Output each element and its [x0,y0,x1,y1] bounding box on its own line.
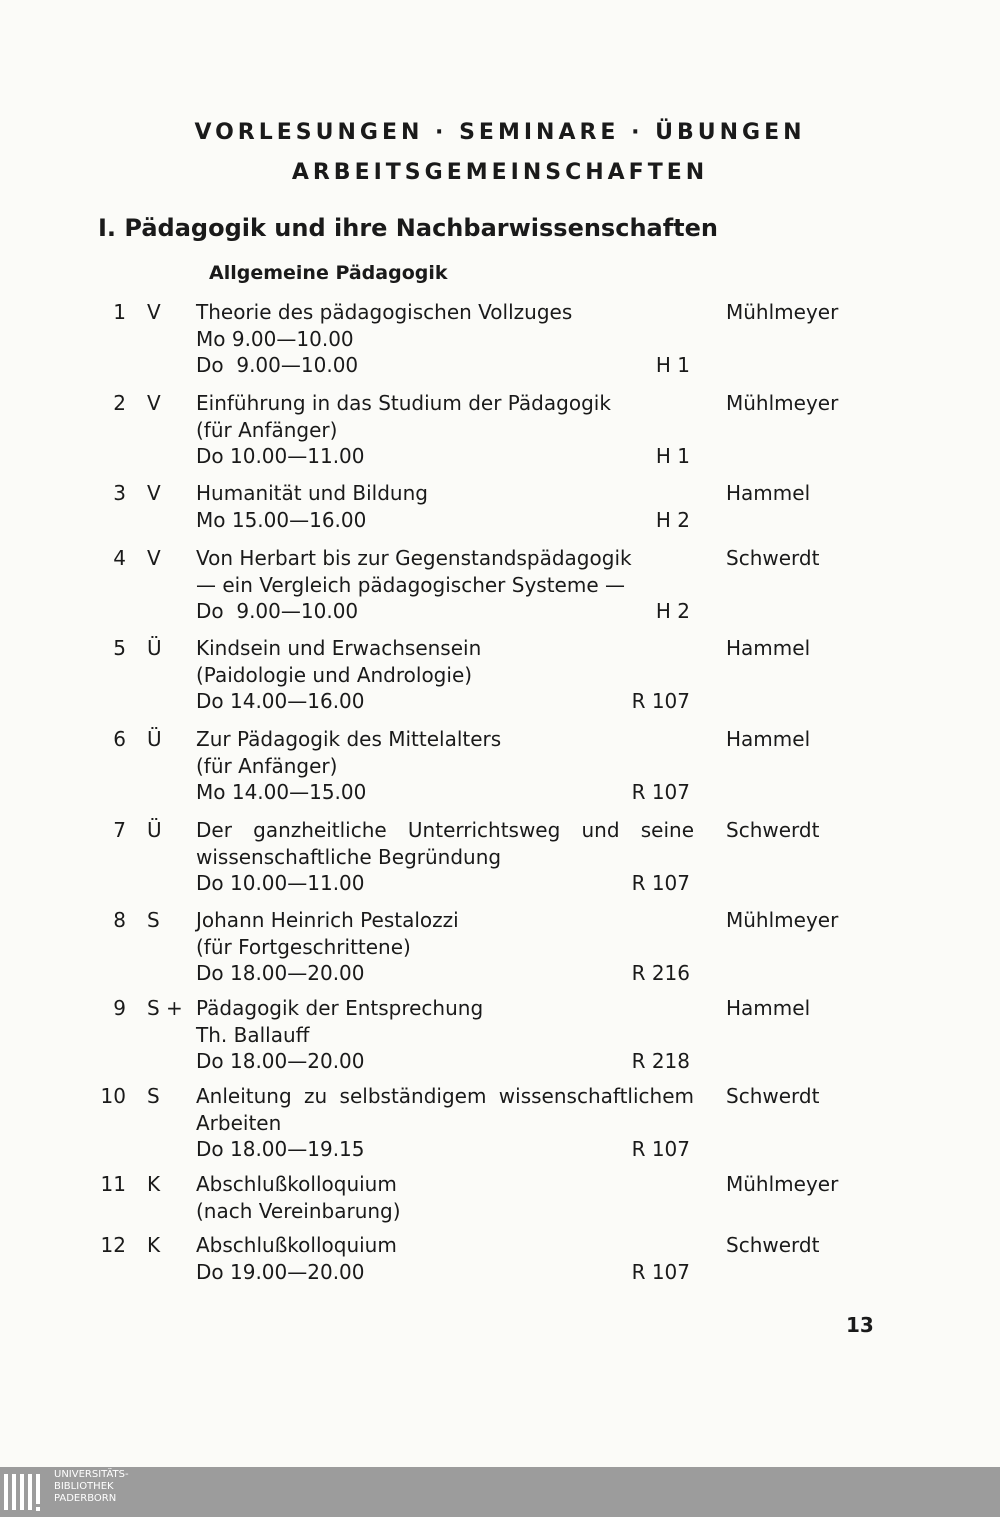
course-schedule-line [196,1136,694,1163]
course-room: H 1 [655,353,690,377]
course-room: R 107 [631,1137,690,1161]
course-room: R 107 [631,871,690,895]
course-lecturer: Schwerdt [726,546,820,570]
course-title-line: Arbeiten [196,1110,282,1135]
logo-line-3: PADERBORN [54,1493,117,1504]
course-time: Do 9.00—10.00 [196,353,359,377]
course-schedule-line [196,443,694,470]
course-schedule-line [196,960,694,987]
course-type: S [147,908,160,932]
course-schedule-line [196,688,694,715]
header-line-1: VORLESUNGEN · SEMINARE · ÜBUNGEN [194,120,806,145]
course-body [196,1232,694,1285]
course-number: 1 [113,300,126,324]
course-lecturer: Mühlmeyer [726,391,839,415]
course-title: Pädagogik der Entsprechung [196,996,484,1020]
logo-line-2: BIBLIOTHEK [54,1481,114,1492]
course-type: K [147,1172,161,1196]
course-type: Ü [147,727,162,751]
course-title-line: (nach Vereinbarung) [196,1198,401,1223]
course-type: V [147,481,161,505]
course-title-line: (für Fortgeschrittene) [196,934,411,959]
course-time: Do 18.00—20.00 [196,961,365,985]
course-title-line: wissenschaftliche Begründung [196,844,502,869]
course-schedule-line [196,507,694,534]
course-lecturer: Schwerdt [726,1084,820,1108]
course-body [196,635,694,715]
course-title-word: zu [304,1084,328,1108]
footer-bar [0,1467,1000,1517]
course-title: Humanität und Bildung [196,481,428,505]
course-number: 4 [113,546,126,570]
course-body [196,1083,694,1163]
course-type: Ü [147,636,162,660]
course-title: Abschlußkolloquium [196,1172,397,1196]
course-schedule-line [196,870,694,897]
course-title-line: Mo 9.00—10.00 [196,326,354,351]
course-title: Zur Pädagogik des Mittelalters [196,727,502,751]
course-time: Do 9.00—10.00 [196,599,359,623]
course-title-word: und [581,818,620,842]
course-time: Do 10.00—11.00 [196,444,365,468]
course-number: 12 [100,1233,126,1257]
course-time: Do 18.00—20.00 [196,1049,365,1073]
course-number: 9 [113,996,126,1020]
course-title-line: (für Anfänger) [196,753,338,778]
course-lecturer: Schwerdt [726,818,820,842]
course-schedule-line [196,598,694,625]
course-number: 7 [113,818,126,842]
course-title-line [196,1083,694,1110]
header-line-2: ARBEITSGEMEINSCHAFTEN [291,160,709,185]
course-schedule-line [196,779,694,806]
course-title-word: selbständigem [339,1084,487,1108]
course-title: Einführung in das Studium der Pädagogik [196,391,611,415]
course-room: R 107 [631,689,690,713]
course-title: Theorie des pädagogischen Vollzuges [196,300,573,324]
course-title-line [196,817,694,844]
course-number: 2 [113,391,126,415]
course-title: Kindsein und Erwachsensein [196,636,482,660]
course-title-word: ganzheitliche [253,818,387,842]
course-number: 6 [113,727,126,751]
course-room: R 107 [631,780,690,804]
course-body [196,545,694,625]
page-number: 13 [846,1313,874,1337]
course-type: V [147,391,161,415]
course-lecturer: Hammel [726,727,811,751]
course-type: K [147,1233,161,1257]
course-body [196,995,694,1075]
course-time: Do 19.00—20.00 [196,1259,365,1284]
course-time: Mo 15.00—16.00 [196,507,367,532]
course-time: Do 14.00—16.00 [196,689,365,713]
course-title: Abschlußkolloquium [196,1233,397,1257]
section-title: I. Pädagogik und ihre Nachbarwissenschaften [98,214,719,242]
course-body [196,390,694,470]
course-title: Von Herbart bis zur Gegenstandspädagogik [196,546,632,570]
course-lecturer: Hammel [726,996,811,1020]
course-lecturer: Hammel [726,481,811,505]
course-time: Do 18.00—19.15 [196,1137,365,1161]
course-number: 5 [113,636,126,660]
course-title-line: (für Anfänger) [196,417,338,442]
course-body [196,480,694,533]
course-lecturer: Schwerdt [726,1233,820,1257]
course-body [196,1171,694,1224]
course-lecturer: Mühlmeyer [726,908,839,932]
course-title-word: seine [640,818,694,842]
course-title-word: Unterrichtsweg [407,818,561,842]
course-type: V [147,546,161,570]
course-type: V [147,300,161,324]
course-lecturer: Hammel [726,636,811,660]
logo-line-1: UNIVERSITÄTS- [54,1469,129,1480]
course-room: R 218 [631,1049,690,1073]
course-type: S + [147,996,183,1020]
course-time: Do 10.00—11.00 [196,871,365,895]
course-lecturer: Mühlmeyer [726,300,839,324]
course-title-line: — ein Vergleich pädagogischer Systeme — [196,572,626,597]
course-room: H 2 [655,599,690,623]
course-number: 3 [113,481,126,505]
course-lecturer: Mühlmeyer [726,1172,839,1196]
course-body [196,907,694,987]
course-title: Johann Heinrich Pestalozzi [196,908,459,932]
course-number: 10 [100,1084,126,1108]
course-schedule-line [196,1259,694,1286]
subsection-title: Allgemeine Pädagogik [209,262,448,284]
course-title-line: (Paidologie und Andrologie) [196,662,473,687]
course-type: Ü [147,818,162,842]
course-number: 8 [113,908,126,932]
course-title-line: Th. Ballauff [196,1022,310,1047]
course-body [196,299,694,379]
course-body [196,817,694,897]
library-logo-icon [4,1470,48,1514]
page-header [0,113,1000,193]
library-logo-text [54,1469,129,1505]
course-body [196,726,694,806]
course-room: H 1 [655,444,690,468]
course-title-word: Anleitung [196,1084,292,1108]
course-title-word: Der [196,818,232,842]
course-schedule-line [196,1048,694,1075]
course-time: Mo 14.00—15.00 [196,780,367,804]
course-room: R 107 [631,1259,690,1284]
course-room: H 2 [655,507,690,532]
course-room: R 216 [631,961,690,985]
course-schedule-line [196,352,694,379]
course-type: S [147,1084,160,1108]
course-number: 11 [100,1172,126,1196]
course-title-word: wissenschaftlichem [498,1084,694,1108]
